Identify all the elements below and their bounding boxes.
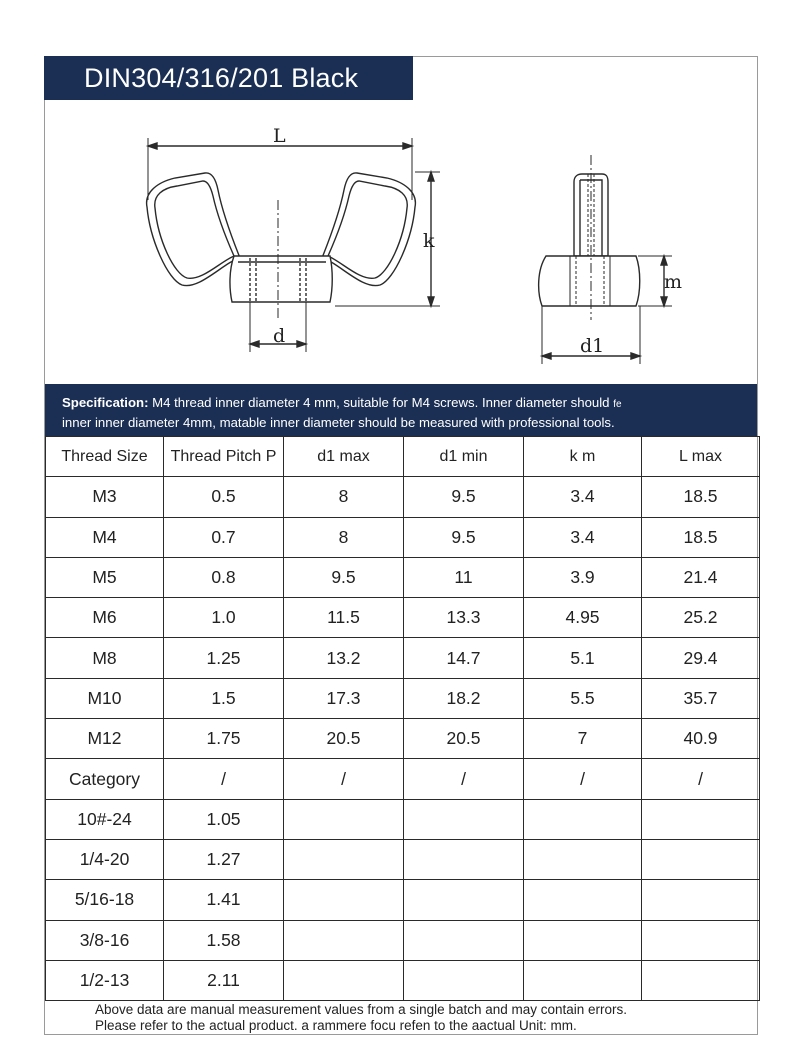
table-cell — [524, 960, 642, 1000]
table-cell: 11.5 — [284, 598, 404, 638]
table-cell: 7 — [524, 719, 642, 759]
table-cell: 21.4 — [642, 557, 760, 597]
table-cell: 5.1 — [524, 638, 642, 678]
table-cell — [284, 960, 404, 1000]
table-cell — [284, 880, 404, 920]
table-cell: 1.27 — [164, 839, 284, 879]
table-cell: 1.75 — [164, 719, 284, 759]
table-cell: 9.5 — [284, 557, 404, 597]
table-row — [46, 719, 760, 759]
table-cell — [524, 839, 642, 879]
table-cell: 14.7 — [404, 638, 524, 678]
header-thread-pitch: Thread Pitch P — [164, 437, 284, 477]
label-d: d — [273, 325, 286, 347]
wing-nut-drawing — [44, 100, 758, 382]
page-title: DIN304/316/201 Black — [84, 63, 359, 93]
table-cell — [524, 799, 642, 839]
header-d1-max: d1 max — [284, 437, 404, 477]
spec-line-1-tail: fe — [613, 399, 622, 410]
table-cell: M8 — [46, 638, 164, 678]
table-cell: 5.5 — [524, 678, 642, 718]
table-cell: 5/16-18 — [46, 880, 164, 920]
disclaimer-note — [45, 998, 759, 1035]
table-cell: 2.11 — [164, 960, 284, 1000]
table-row — [46, 557, 760, 597]
table-cell: 1.0 — [164, 598, 284, 638]
table-cell — [404, 880, 524, 920]
table-cell: 3/8-16 — [46, 920, 164, 960]
table-cell — [524, 920, 642, 960]
table-row — [46, 638, 760, 678]
table-cell: / — [164, 759, 284, 799]
table-cell: 1.58 — [164, 920, 284, 960]
table-cell: 13.2 — [284, 638, 404, 678]
title-banner — [44, 56, 413, 100]
table-row — [46, 960, 760, 1000]
table-cell: 4.95 — [524, 598, 642, 638]
table-cell: 1.05 — [164, 799, 284, 839]
table-cell: 0.8 — [164, 557, 284, 597]
table-cell: 20.5 — [404, 719, 524, 759]
table-row — [46, 477, 760, 517]
table-cell: 3.4 — [524, 477, 642, 517]
table-cell: 10#-24 — [46, 799, 164, 839]
table-cell: 9.5 — [404, 517, 524, 557]
table-cell — [284, 799, 404, 839]
table-cell — [404, 839, 524, 879]
table-row — [46, 678, 760, 718]
table-cell: 1/4-20 — [46, 839, 164, 879]
header-d1-min: d1 min — [404, 437, 524, 477]
table-row — [46, 880, 760, 920]
table-cell: 8 — [284, 477, 404, 517]
table-cell: 0.5 — [164, 477, 284, 517]
table-cell: M4 — [46, 517, 164, 557]
label-k: k — [423, 230, 435, 252]
table-row — [46, 598, 760, 638]
table-cell: 29.4 — [642, 638, 760, 678]
label-m: m — [664, 271, 683, 293]
table-cell — [642, 880, 760, 920]
table-row — [46, 799, 760, 839]
label-L: L — [273, 125, 286, 147]
table-cell: 18.2 — [404, 678, 524, 718]
table-cell: 35.7 — [642, 678, 760, 718]
table-cell: 20.5 — [284, 719, 404, 759]
table-cell: M3 — [46, 477, 164, 517]
note-line-2: Please refer to the actual product. a rammere focu refen to the aactual Unit: mm. — [95, 1018, 577, 1033]
spec-line-2: inner inner diameter 4mm, matable inner diameter should be measured with professional tools. — [62, 415, 615, 430]
table-cell: Category — [46, 759, 164, 799]
dimension-table — [45, 436, 760, 1001]
table-cell: 1/2-13 — [46, 960, 164, 1000]
table-cell: 18.5 — [642, 477, 760, 517]
table-cell: 0.7 — [164, 517, 284, 557]
table-cell: / — [404, 759, 524, 799]
header-k-m: k m — [524, 437, 642, 477]
table-cell: 17.3 — [284, 678, 404, 718]
spec-line-1: M4 thread inner diameter 4 mm, suitable for M4 screws. Inner diameter should — [152, 395, 610, 410]
table-cell: M12 — [46, 719, 164, 759]
table-cell — [404, 920, 524, 960]
table-row — [46, 759, 760, 799]
header-l-max: L max — [642, 437, 760, 477]
table-cell: 13.3 — [404, 598, 524, 638]
table-cell — [404, 799, 524, 839]
table-cell: 1.25 — [164, 638, 284, 678]
table-cell — [642, 799, 760, 839]
note-line-1: Above data are manual measurement values from a single batch and may contain errors. — [95, 1002, 628, 1017]
table-cell: 9.5 — [404, 477, 524, 517]
header-thread-size: Thread Size — [46, 437, 164, 477]
table-cell: 40.9 — [642, 719, 760, 759]
table-cell: / — [284, 759, 404, 799]
table-cell: 1.41 — [164, 880, 284, 920]
table-cell: M6 — [46, 598, 164, 638]
table-cell: 8 — [284, 517, 404, 557]
table-cell: / — [524, 759, 642, 799]
front-view — [147, 138, 440, 352]
table-cell: M5 — [46, 557, 164, 597]
table-cell: 11 — [404, 557, 524, 597]
table-cell — [404, 960, 524, 1000]
table-cell: 18.5 — [642, 517, 760, 557]
specification-banner — [45, 384, 757, 436]
table-cell: 1.5 — [164, 678, 284, 718]
table-cell — [642, 960, 760, 1000]
table-cell: / — [642, 759, 760, 799]
table-cell — [284, 920, 404, 960]
table-cell: 25.2 — [642, 598, 760, 638]
table-header-row — [46, 437, 760, 477]
spec-heading: Specification: — [62, 395, 149, 410]
table-cell — [642, 839, 760, 879]
table-cell: 3.4 — [524, 517, 642, 557]
table-row — [46, 517, 760, 557]
table-cell: 3.9 — [524, 557, 642, 597]
label-d1: d1 — [580, 335, 605, 357]
table-row — [46, 839, 760, 879]
table-cell: M10 — [46, 678, 164, 718]
table-cell — [524, 880, 642, 920]
table-body — [46, 477, 760, 1001]
table-row — [46, 920, 760, 960]
side-view — [539, 155, 672, 364]
table-cell — [284, 839, 404, 879]
table-cell — [642, 920, 760, 960]
